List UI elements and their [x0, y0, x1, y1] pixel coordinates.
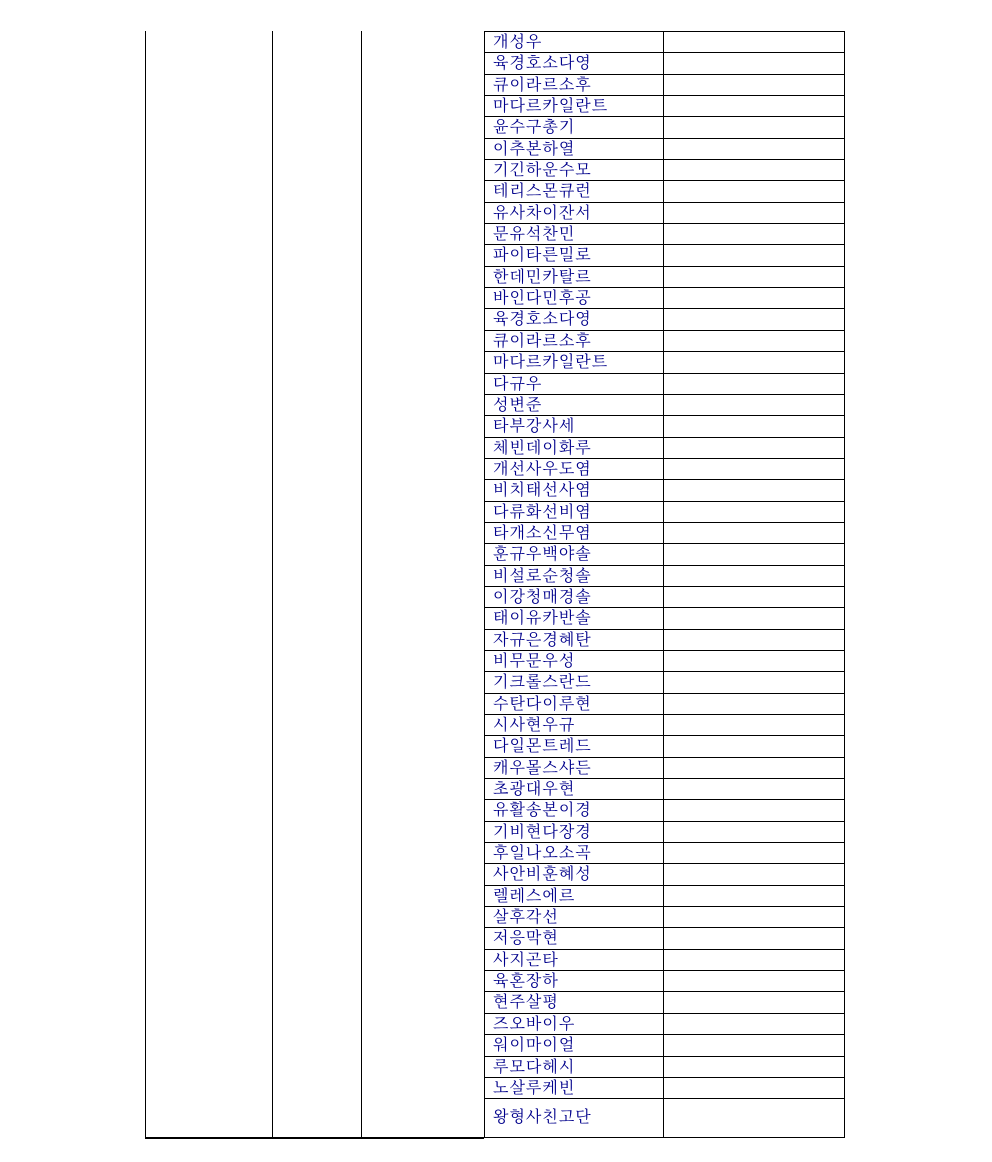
name-cell: 비치태선사염 — [493, 480, 592, 500]
name-cell: 캐우몰스샤든 — [493, 757, 592, 777]
name-cell: 초광대우현 — [493, 779, 576, 799]
table-row — [484, 159, 845, 180]
name-cell: 개성우 — [493, 32, 543, 51]
name-cell: 살후각선 — [493, 907, 559, 927]
name-cell: 테리스몬큐런 — [493, 181, 592, 201]
name-cell: 노살루케빈 — [493, 1077, 576, 1097]
name-cell: 저응막현 — [493, 928, 559, 948]
value-cell — [663, 694, 664, 714]
table-row — [484, 31, 845, 52]
table-row — [484, 906, 845, 927]
name-cell: 다일몬트레드 — [493, 736, 592, 756]
value-cell — [663, 1035, 664, 1055]
name-cell: 기비현다장경 — [493, 821, 592, 841]
table-row — [484, 373, 845, 394]
table-row — [484, 842, 845, 863]
name-cell: 훈규우백야솔 — [493, 544, 592, 564]
value-cell — [663, 566, 664, 586]
table-row — [484, 778, 845, 799]
value-cell — [663, 416, 664, 436]
name-cell: 타부강사세 — [493, 416, 576, 436]
table-row — [484, 458, 845, 479]
table-row — [484, 138, 845, 159]
table-row — [484, 991, 845, 1012]
name-cell: 성변준 — [493, 394, 543, 414]
name-cell: 개선사우도염 — [493, 458, 592, 478]
table-row — [484, 735, 845, 756]
name-cell: 육혼장하 — [493, 971, 559, 991]
table-row — [484, 757, 845, 778]
value-cell — [663, 245, 664, 265]
table-row — [484, 330, 845, 351]
name-cell: 육경호소다영 — [493, 309, 592, 329]
table-row — [484, 693, 845, 714]
value-cell — [663, 544, 664, 564]
value-cell — [663, 736, 664, 756]
name-cell: 파이타른밀로 — [493, 245, 592, 265]
value-cell — [663, 950, 664, 970]
name-cell: 한데민카탈르 — [493, 266, 592, 286]
value-cell — [663, 395, 664, 415]
table-row — [484, 52, 845, 73]
value-cell — [663, 587, 664, 607]
value-cell — [663, 715, 664, 735]
value-cell — [663, 53, 664, 73]
table-bottom-border — [145, 1137, 484, 1139]
value-cell — [663, 672, 664, 692]
table-row — [484, 629, 845, 650]
name-cell: 이추본하열 — [493, 138, 576, 158]
name-cell: 루모다헤시 — [493, 1056, 576, 1076]
name-cell: 사안비훈혜성 — [493, 864, 592, 884]
value-cell — [663, 288, 664, 308]
name-cell: 마다르카일란트 — [493, 96, 609, 116]
table-row — [484, 970, 845, 991]
name-cell: 사지곤타 — [493, 949, 559, 969]
table-row — [484, 266, 845, 287]
name-cell: 현주살평 — [493, 992, 559, 1012]
table-row — [484, 586, 845, 607]
value-cell — [663, 502, 664, 522]
column-border-3 — [361, 31, 362, 1139]
table-row — [484, 650, 845, 671]
value-cell — [663, 779, 664, 799]
table-row — [484, 565, 845, 586]
table-row — [484, 244, 845, 265]
table-row — [484, 1098, 845, 1138]
name-cell: 이강청매경솔 — [493, 586, 592, 606]
name-cell: 윤수구총기 — [493, 117, 576, 137]
name-cell: 기크롤스란드 — [493, 672, 592, 692]
value-cell — [663, 203, 664, 223]
value-cell — [663, 907, 664, 927]
value-cell — [663, 181, 664, 201]
name-cell: 체빈데이화루 — [493, 437, 592, 457]
value-cell — [663, 117, 664, 137]
value-cell — [663, 224, 664, 244]
value-cell — [663, 822, 664, 842]
value-cell — [663, 309, 664, 329]
table-row — [484, 671, 845, 692]
name-cell: 왕형사친고단 — [493, 1107, 592, 1127]
table-row — [484, 1034, 845, 1055]
name-cell: 마다르카일란트 — [493, 352, 609, 372]
value-cell — [663, 160, 664, 180]
name-cell: 태이유카반솔 — [493, 608, 592, 628]
value-cell — [663, 459, 664, 479]
name-cell: 육경호소다영 — [493, 53, 592, 73]
name-cell: 비설로순청솔 — [493, 565, 592, 585]
table-row — [484, 714, 845, 735]
name-cell: 큐이라르소후 — [493, 330, 592, 350]
table-row — [484, 501, 845, 522]
value-cell — [663, 32, 664, 52]
value-cell — [663, 864, 664, 884]
name-cell: 바인다민후공 — [493, 288, 592, 308]
table-row — [484, 799, 845, 820]
value-cell — [663, 608, 664, 628]
value-cell — [663, 267, 664, 287]
table-row — [484, 287, 845, 308]
value-cell — [663, 630, 664, 650]
value-cell — [663, 1099, 664, 1137]
name-cell: 후일나오소곡 — [493, 843, 592, 863]
value-cell — [663, 758, 664, 778]
name-cell: 다류화선비염 — [493, 501, 592, 521]
value-cell — [663, 331, 664, 351]
table-row — [484, 116, 845, 137]
table-row — [484, 394, 845, 415]
value-cell — [663, 75, 664, 95]
value-cell — [663, 800, 664, 820]
name-cell: 렐레스에르 — [493, 885, 576, 905]
value-cell — [663, 139, 664, 159]
table-row — [484, 479, 845, 500]
document-table — [145, 31, 845, 1139]
table-row — [484, 1077, 845, 1098]
table-row — [484, 95, 845, 116]
table-row — [484, 180, 845, 201]
table-row — [484, 415, 845, 436]
name-cell: 기긴하운수모 — [493, 160, 592, 180]
name-cell: 비무문우성 — [493, 650, 576, 670]
table-row — [484, 863, 845, 884]
table-row — [484, 202, 845, 223]
value-cell — [663, 1014, 664, 1034]
value-cell — [663, 886, 664, 906]
value-cell — [663, 971, 664, 991]
name-cell: 유사차이잔서 — [493, 202, 592, 222]
value-cell — [663, 480, 664, 500]
name-cell: 시사현우규 — [493, 715, 576, 734]
value-cell — [663, 1078, 664, 1098]
table-row — [484, 821, 845, 842]
value-cell — [663, 992, 664, 1012]
value-cell — [663, 352, 664, 372]
name-cell: 자규은경혜탄 — [493, 629, 592, 649]
table-row — [484, 949, 845, 970]
name-cell: 유활송본이경 — [493, 800, 592, 820]
value-cell — [663, 651, 664, 671]
table-row — [484, 607, 845, 628]
table-row — [484, 308, 845, 329]
name-cell: 타개소신무염 — [493, 522, 592, 542]
value-cell — [663, 843, 664, 863]
name-cell: 워이마이얼 — [493, 1035, 576, 1055]
name-cell: 수탄다이루현 — [493, 693, 592, 713]
value-cell — [663, 928, 664, 948]
name-cell: 문유석찬민 — [493, 224, 576, 244]
table-row — [484, 885, 845, 906]
value-cell — [663, 523, 664, 543]
table-row — [484, 351, 845, 372]
table-row — [484, 74, 845, 95]
value-cell — [663, 1057, 664, 1077]
column-border-1 — [145, 31, 146, 1139]
value-cell — [663, 96, 664, 116]
name-cell: 다규우 — [493, 373, 543, 393]
table-row — [484, 223, 845, 244]
table-row — [484, 1013, 845, 1034]
name-cell: 즈오바이우 — [493, 1013, 576, 1033]
value-cell — [663, 438, 664, 458]
table-row — [484, 927, 845, 948]
column-border-2 — [272, 31, 273, 1139]
name-cell: 큐이라르소후 — [493, 74, 592, 94]
table-row — [484, 1056, 845, 1077]
table-row — [484, 543, 845, 564]
name-column — [484, 31, 845, 1138]
table-row — [484, 522, 845, 543]
value-cell — [663, 374, 664, 394]
table-row — [484, 437, 845, 458]
